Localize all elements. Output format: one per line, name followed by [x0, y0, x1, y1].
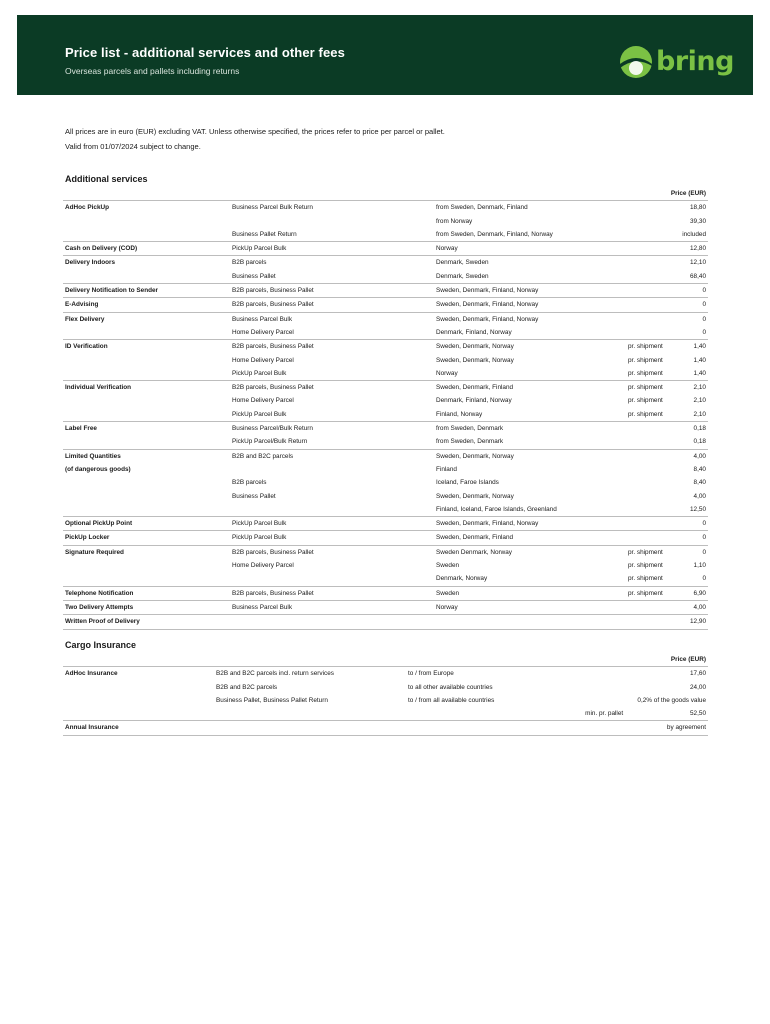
unit-cell — [583, 667, 635, 681]
unit-cell — [626, 312, 680, 326]
product-cell: B2B parcels, Business Pallet — [230, 284, 434, 298]
unit-cell: min. pr. pallet — [585, 710, 624, 718]
unit-cell: pr. shipment — [628, 410, 663, 418]
unit-cell: pr. shipment — [628, 356, 663, 364]
unit-cell — [626, 463, 680, 476]
table-row — [63, 721, 708, 735]
table-row — [63, 559, 708, 572]
area-cell: from Sweden, Denmark, Finland — [434, 201, 626, 215]
service-cell — [63, 559, 230, 572]
area-cell — [406, 721, 583, 735]
service-cell: Flex Delivery — [63, 312, 230, 326]
table-row — [63, 545, 708, 559]
area-cell: Denmark, Finland, Norway — [436, 328, 512, 336]
price-cell: 0,18 — [680, 422, 708, 436]
price-cell: 8,40 — [693, 465, 706, 473]
table-row — [63, 256, 708, 270]
product-cell: B2B and B2C parcels incl. return services — [214, 667, 406, 681]
service-cell: Written Proof of Delivery — [63, 615, 230, 629]
unit-cell — [626, 517, 680, 531]
product-cell: PickUp Parcel Bulk — [230, 531, 434, 545]
additional-services-table — [63, 187, 708, 630]
service-cell — [63, 435, 230, 449]
area-cell: from Sweden, Denmark, Finland, Norway — [436, 230, 553, 238]
table-row — [63, 242, 708, 256]
area-cell: to / from all available countries — [408, 696, 495, 704]
service-cell — [63, 228, 230, 242]
service-cell: Individual Verification — [63, 381, 230, 395]
price-cell: 1,40 — [680, 340, 708, 354]
product-cell — [230, 463, 434, 476]
unit-cell: pr. shipment — [626, 586, 680, 600]
area-cell: from Sweden, Denmark — [434, 422, 626, 436]
area-cell: Sweden, Denmark, Norway — [436, 356, 514, 364]
service-cell: E-Advising — [63, 298, 230, 312]
logo-wordmark: bring — [656, 46, 734, 77]
unit-cell — [583, 721, 635, 735]
service-cell: Cash on Delivery (COD) — [63, 242, 230, 256]
table-row — [63, 490, 708, 503]
service-cell — [63, 367, 230, 381]
service-cell — [63, 270, 230, 284]
product-cell: B2B parcels, Business Pallet — [230, 340, 434, 354]
unit-cell — [626, 284, 680, 298]
intro-line-1: All prices are in euro (EUR) excluding VAT. Unless otherwise specified, the prices refer to price per parcel or pallet. — [65, 127, 445, 136]
area-cell: Sweden — [434, 586, 626, 600]
table-row — [63, 435, 708, 449]
service-cell: AdHoc Insurance — [63, 667, 214, 681]
unit-cell — [626, 503, 680, 517]
area-cell: Denmark, Sweden — [434, 256, 626, 270]
service-cell: Annual Insurance — [63, 721, 214, 735]
service-cell — [63, 694, 214, 707]
unit-cell: pr. shipment — [626, 545, 680, 559]
unit-cell: pr. shipment — [628, 575, 663, 583]
price-cell: 24,00 — [690, 683, 706, 691]
product-cell: PickUp Parcel Bulk — [232, 369, 287, 377]
price-cell: 0 — [702, 328, 706, 336]
table-row — [63, 367, 708, 381]
price-cell: 0 — [680, 545, 708, 559]
service-cell: Telephone Notification — [63, 586, 230, 600]
product-cell: Home Delivery Parcel — [232, 562, 294, 570]
price-cell: 0 — [680, 531, 708, 545]
service-cell — [63, 572, 230, 586]
product-cell: Business Parcel Bulk — [230, 312, 434, 326]
area-cell: Sweden, Denmark, Finland, Norway — [434, 284, 626, 298]
table-row — [63, 381, 708, 395]
unit-cell — [626, 242, 680, 256]
price-cell: 4,00 — [693, 492, 706, 500]
area-cell: from Norway — [436, 217, 473, 225]
table-row — [63, 449, 708, 463]
price-cell: 12,90 — [680, 615, 708, 629]
price-cell: 12,10 — [680, 256, 708, 270]
product-cell: Business Parcel Bulk Return — [230, 201, 434, 215]
table-row — [63, 340, 708, 354]
header-banner — [17, 15, 753, 95]
price-cell: by agreement — [635, 721, 708, 735]
area-cell: Sweden, Denmark, Finland — [434, 531, 626, 545]
service-cell — [63, 503, 230, 517]
table-row — [63, 298, 708, 312]
page-title: Price list - additional services and other fees — [65, 45, 345, 60]
unit-cell: pr. shipment — [626, 381, 680, 395]
table-row — [63, 422, 708, 436]
intro-line-2: Valid from 01/07/2024 subject to change. — [65, 142, 201, 151]
price-cell: 4,00 — [680, 600, 708, 614]
service-cell: Delivery Indoors — [63, 256, 230, 270]
area-cell — [406, 707, 583, 721]
table-row — [63, 667, 708, 681]
product-cell: PickUp Parcel Bulk — [230, 517, 434, 531]
area-cell: Finland, Iceland, Faroe Islands, Greenland — [436, 505, 557, 513]
service-cell: PickUp Locker — [63, 531, 230, 545]
service-cell: ID Verification — [63, 340, 230, 354]
product-cell: Business Pallet Return — [232, 230, 297, 238]
price-cell: 4,00 — [680, 449, 708, 463]
area-cell: Sweden, Denmark, Finland, Norway — [434, 517, 626, 531]
table-row — [63, 694, 708, 707]
service-cell — [63, 476, 230, 489]
price-cell: 17,60 — [635, 667, 708, 681]
price-cell: 0 — [680, 517, 708, 531]
area-cell: Sweden, Denmark, Finland, Norway — [434, 312, 626, 326]
product-cell: B2B parcels — [230, 256, 434, 270]
service-cell — [63, 408, 230, 422]
product-cell: Home Delivery Parcel — [232, 328, 294, 336]
table-row — [63, 312, 708, 326]
table-row — [63, 215, 708, 228]
area-cell: Sweden, Denmark, Norway — [434, 340, 626, 354]
price-cell: 52,50 — [690, 710, 706, 718]
price-header: Price (EUR) — [670, 656, 706, 663]
price-cell: 68,40 — [690, 272, 706, 280]
service-cell: Limited Quantities — [63, 449, 230, 463]
product-cell: Business Pallet — [232, 272, 276, 280]
service-cell: Label Free — [63, 422, 230, 436]
table-row — [63, 503, 708, 517]
unit-cell — [626, 615, 680, 629]
service-cell — [63, 326, 230, 340]
table-row — [63, 394, 708, 407]
area-cell: Sweden — [436, 562, 460, 570]
product-cell — [230, 572, 434, 586]
price-cell: 1,40 — [693, 356, 706, 364]
unit-cell — [626, 201, 680, 215]
product-cell: B2B and B2C parcels — [216, 683, 278, 691]
product-cell: B2B parcels — [232, 479, 267, 487]
product-cell: Home Delivery Parcel — [232, 397, 294, 405]
unit-cell — [626, 435, 680, 449]
service-cell — [63, 681, 214, 694]
unit-cell: pr. shipment — [628, 562, 663, 570]
table-row — [63, 531, 708, 545]
product-cell: PickUp Parcel Bulk — [230, 242, 434, 256]
product-cell: B2B parcels, Business Pallet — [230, 586, 434, 600]
price-cell: 0 — [702, 575, 706, 583]
unit-cell — [626, 422, 680, 436]
area-cell: to / from Europe — [406, 667, 583, 681]
service-cell: (of dangerous goods) — [65, 465, 131, 473]
price-cell: 0 — [680, 312, 708, 326]
service-cell: Optional PickUp Point — [63, 517, 230, 531]
price-cell: 18,80 — [680, 201, 708, 215]
product-cell: PickUp Parcel Bulk — [232, 410, 287, 418]
area-cell: from Sweden, Denmark — [436, 438, 504, 446]
area-cell: Iceland, Faroe Islands — [436, 479, 499, 487]
area-cell: Sweden, Denmark, Norway — [436, 492, 514, 500]
product-cell: B2B parcels, Business Pallet — [230, 298, 434, 312]
product-cell: Business Pallet — [232, 492, 276, 500]
table-row — [63, 228, 708, 242]
area-cell: Finland, Norway — [436, 410, 483, 418]
table-row — [63, 270, 708, 284]
price-cell: 2,10 — [680, 381, 708, 395]
area-cell: Norway — [434, 600, 626, 614]
unit-cell — [583, 681, 635, 694]
table-row — [63, 408, 708, 422]
product-cell — [230, 215, 434, 228]
unit-cell — [626, 326, 680, 340]
area-cell: Sweden, Denmark, Finland, Norway — [434, 298, 626, 312]
bring-logo — [618, 42, 734, 82]
price-header: Price (EUR) — [670, 190, 706, 197]
table-row — [63, 517, 708, 531]
service-cell — [63, 215, 230, 228]
product-cell — [230, 503, 434, 517]
table-row — [63, 586, 708, 600]
bring-logo-icon — [618, 44, 654, 80]
additional-services-title: Additional services — [65, 174, 148, 184]
area-cell: Denmark, Sweden — [436, 272, 489, 280]
product-cell: Business Parcel/Bulk Return — [230, 422, 434, 436]
table-row — [63, 707, 708, 721]
table-row — [63, 326, 708, 340]
area-cell: Finland — [436, 465, 457, 473]
area-cell: Norway — [434, 242, 626, 256]
price-cell: 2,10 — [693, 397, 706, 405]
product-cell: PickUp Parcel/Bulk Return — [232, 438, 308, 446]
table-row — [63, 615, 708, 629]
service-cell — [63, 490, 230, 503]
page-subtitle: Overseas parcels and pallets including returns — [65, 66, 240, 76]
unit-cell: pr. shipment — [626, 340, 680, 354]
area-cell: Denmark, Norway — [436, 575, 488, 583]
price-cell: 2,10 — [693, 410, 706, 418]
table-row — [63, 201, 708, 215]
unit-cell — [626, 600, 680, 614]
unit-cell — [626, 270, 680, 284]
price-cell: 1,40 — [693, 369, 706, 377]
product-cell: Home Delivery Parcel — [232, 356, 294, 364]
table-row — [63, 681, 708, 694]
table-row — [63, 572, 708, 586]
product-cell: B2B parcels, Business Pallet — [230, 381, 434, 395]
product-cell: Business Parcel Bulk — [230, 600, 434, 614]
unit-cell — [626, 298, 680, 312]
price-cell: 8,40 — [693, 479, 706, 487]
unit-cell — [626, 256, 680, 270]
price-cell: 12,80 — [680, 242, 708, 256]
unit-cell — [626, 476, 680, 489]
unit-cell — [626, 228, 680, 242]
cargo-insurance-title: Cargo Insurance — [65, 640, 137, 650]
price-cell: 12,50 — [690, 505, 706, 513]
unit-cell — [626, 490, 680, 503]
service-cell: Delivery Notification to Sender — [63, 284, 230, 298]
price-cell: included — [682, 230, 706, 238]
product-cell — [214, 707, 406, 721]
service-cell: Two Delivery Attempts — [63, 600, 230, 614]
table-row — [63, 463, 708, 476]
price-cell: 0,2% of the goods value — [637, 696, 706, 704]
unit-cell: pr. shipment — [628, 397, 663, 405]
service-cell — [63, 354, 230, 367]
cargo-insurance-table — [63, 653, 708, 736]
table-row — [63, 600, 708, 614]
unit-cell — [626, 449, 680, 463]
table-row — [63, 354, 708, 367]
table-row — [63, 284, 708, 298]
product-cell: B2B and B2C parcels — [230, 449, 434, 463]
price-cell: 0,18 — [693, 438, 706, 446]
area-cell: to all other available countries — [408, 683, 493, 691]
service-cell: AdHoc PickUp — [63, 201, 230, 215]
price-cell: 39,30 — [690, 217, 706, 225]
price-cell: 6,90 — [680, 586, 708, 600]
product-cell — [230, 615, 434, 629]
service-cell — [63, 394, 230, 407]
intro-text — [65, 124, 445, 154]
unit-cell: pr. shipment — [628, 369, 663, 377]
service-cell — [63, 707, 214, 721]
area-cell: Sweden Denmark, Norway — [434, 545, 626, 559]
product-cell: Business Pallet, Business Pallet Return — [216, 696, 328, 704]
unit-cell — [626, 215, 680, 228]
unit-cell — [626, 531, 680, 545]
area-cell: Denmark, Finland, Norway — [436, 397, 512, 405]
table-row — [63, 476, 708, 489]
area-cell: Sweden, Denmark, Finland — [434, 381, 626, 395]
product-cell: B2B parcels, Business Pallet — [230, 545, 434, 559]
product-cell — [214, 721, 406, 735]
area-cell: Norway — [436, 369, 458, 377]
area-cell — [434, 615, 626, 629]
area-cell: Sweden, Denmark, Norway — [434, 449, 626, 463]
unit-cell — [583, 694, 635, 707]
price-cell: 1,10 — [693, 562, 706, 570]
price-cell: 0 — [680, 284, 708, 298]
price-cell: 0 — [680, 298, 708, 312]
service-cell: Signature Required — [63, 545, 230, 559]
